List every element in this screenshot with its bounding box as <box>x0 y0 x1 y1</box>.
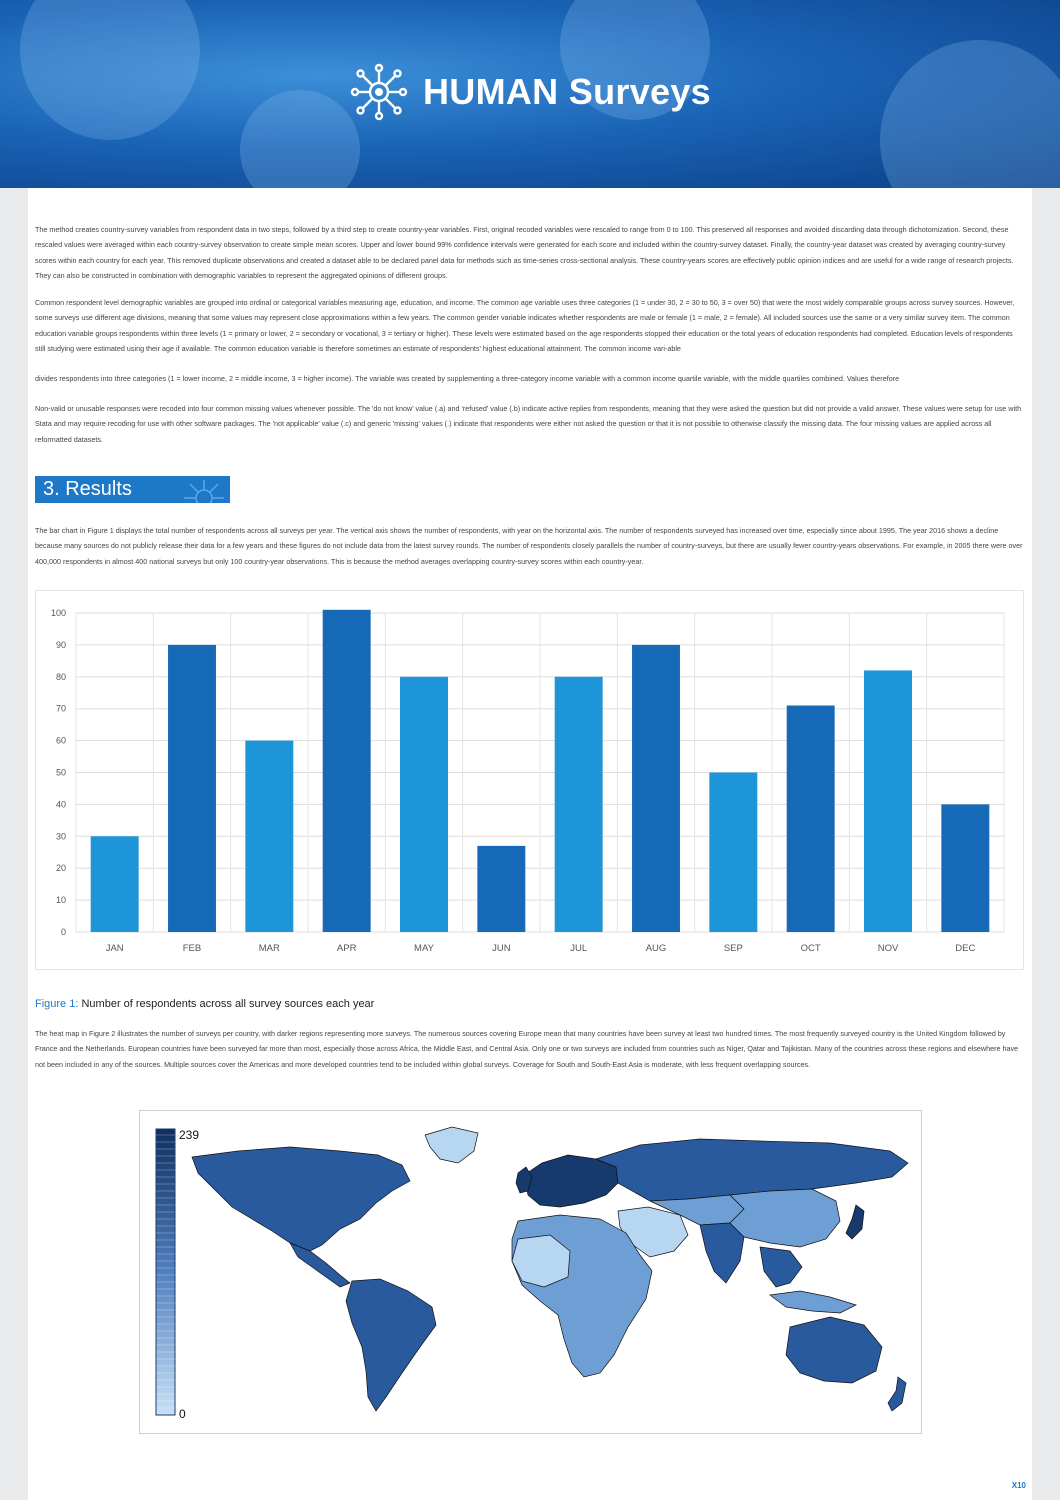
y-tick-label: 50 <box>55 767 66 778</box>
legend-min-label: 0 <box>179 1407 186 1421</box>
south-asia-region <box>700 1223 744 1283</box>
bar-dec <box>941 804 989 932</box>
paragraph-method: The method creates country-survey variables from respondent data in two steps, followed by a third step to create country-year variables. First, original recoded variables were rescaled to range from 0 to 100. This preserved all responses and avoided discarding data through dichotomization. Second, these rescaled values were averaged within each country-survey observation to create simple mean scores. Upper and lower bound 99% confidence intervals were generated for each score and included within the country-survey dataset. Finally, the country-year dataset was created by averaging country-survey scores within each country for each year. This removed duplicate observations and created a dataset able to be declared panel data for methods such as time-series cross-sectional analysis. These country-years scores are effectively public opinion indices and are useful for a wide range of research projects. They can also be constructed in combination with demographic variables to represent the aggregated opinions of different groups. <box>35 225 1014 280</box>
bar-jan <box>91 836 139 932</box>
section-heading-text: 3. Results <box>43 478 132 500</box>
x-tick-label: FEB <box>182 943 202 954</box>
x-tick-label: JUN <box>492 943 511 954</box>
legend-max-label: 239 <box>179 1128 200 1142</box>
y-tick-label: 80 <box>55 671 66 682</box>
page-content <box>28 188 1032 1500</box>
x-tick-label: SEP <box>723 943 743 954</box>
paragraph-results: The bar chart in Figure 1 displays the total number of respondents across all surveys per year. The vertical axis shows the number of respondents, with year on the horizontal axis. The number of respondents surveyed has increased over time, especially since about 1995. The year 2016 shows a decline because many sources do not publicly release their data for a few years and these figures do not include data from the latest survey rounds. The number of respondents closely parallels the number of country-surveys, but there are usually fewer country-years observations. For example, in 2005 there were over 400,000 respondents in almost 400 national surveys but only 100 country-year observations. This is because the method averages overlapping country-survey scores within each country-year. <box>35 526 1023 566</box>
figure1-caption-text: Number of respondents across all survey sources each year <box>78 998 375 1010</box>
world-map-svg <box>140 1111 921 1433</box>
figure1-caption <box>35 998 374 1010</box>
x-tick-label: AUG <box>645 943 667 954</box>
y-tick-label: 70 <box>55 703 66 714</box>
japan-region <box>846 1205 864 1239</box>
europe-region <box>524 1155 618 1207</box>
legend-color-bar <box>156 1129 175 1415</box>
figure1-label: Figure 1: <box>35 998 79 1010</box>
bar-nov <box>864 670 912 932</box>
x-tick-label: JUL <box>570 943 588 954</box>
x-tick-label: APR <box>336 943 357 954</box>
paragraph-demographics: Common respondent level demographic variables are grouped into ordinal or categorical variables measuring age, education, and income. The common age variable uses three categories (1 = under 30, 2 = 30 to 50, 3 = over 50) that were the most widely comparable groups across survey sources. However, some surveys use different age divisions, meaning that some values may represent close approximations within a few years. The common gender variable indicates whether respondents are male or female (1 = male, 2 = female). All included sources use the same or a very similar survey item. The common education variable groups respondents within three levels (1 = primary or lower, 2 = secondary or vocational, 3 = tertiary or higher). These levels were estimated based on the age respondents stopped their education or the total years of education respondents had completed. Education levels of respondents still studying were estimated using their age if available. The common education variable is therefore sometimes an estimate of respondents' highest educational attainment. The common income vari-able <box>35 298 1015 353</box>
y-tick-label: 90 <box>55 639 66 650</box>
paragraph-missing-values: Non-valid or unusable responses were recoded into four common missing values whenever possible. The 'do not know' value (.a) and 'refused' value (.b) indicate active replies from respondents, meaning that they were asked the question but did not provide a valid answer. These values were setup for use with Stata and may require recoding for use with other software packages. The 'not applicable' value (.c) and generic 'missing' values (.) indicate that respondents were either not asked the question or that it is not possible to otherwise classify the missing data. The four missing values are applied across all reformatted datasets. <box>35 404 1022 444</box>
new-zealand-region <box>888 1377 906 1411</box>
header-banner <box>0 0 1060 188</box>
network-logo-icon <box>349 62 409 122</box>
brand <box>0 62 1060 122</box>
russia-region <box>596 1139 908 1201</box>
section-heading-results <box>35 476 230 503</box>
north-america-region <box>192 1147 410 1251</box>
x-tick-label: JAN <box>105 943 124 954</box>
y-tick-label: 20 <box>55 863 66 874</box>
x-tick-label: DEC <box>955 943 976 954</box>
bar-sep <box>709 773 757 933</box>
bar-chart <box>36 591 1023 969</box>
world-heat-map <box>139 1110 922 1434</box>
paragraph-income: divides respondents into three categories (1 = lower income, 2 = middle income, 3 = higher income). The variable was created by supplementing a three-category income variable with a common income quartile variable, with the middle quartiles combined. Values therefore <box>35 374 900 383</box>
x-tick-label: NOV <box>877 943 899 954</box>
site-title: HUMAN Surveys <box>423 71 711 112</box>
australia-region <box>786 1317 882 1383</box>
bar-oct <box>787 706 835 932</box>
southeast-asia-region <box>760 1247 802 1287</box>
x-tick-label: MAY <box>414 943 434 954</box>
bar-mar <box>245 741 293 932</box>
network-decoration-icon <box>166 476 226 503</box>
y-tick-label: 0 <box>60 927 66 937</box>
y-tick-label: 60 <box>55 735 66 746</box>
y-tick-label: 30 <box>55 831 66 842</box>
south-america-region <box>346 1279 436 1411</box>
greenland-region <box>425 1127 478 1163</box>
x-tick-label: OCT <box>800 943 821 954</box>
x-tick-label: MAR <box>258 943 280 954</box>
indonesia-region <box>770 1291 856 1313</box>
y-tick-label: 10 <box>55 895 66 906</box>
bar-may <box>400 677 448 932</box>
central-america-region <box>290 1243 350 1287</box>
bar-jun <box>477 846 525 932</box>
bar-aug <box>632 645 680 932</box>
paragraph-heatmap: The heat map in Figure 2 illustrates the number of surveys per country, with darker regions representing more surveys. The numerous sources covering Europe mean that many countries have been survey at least two hundred times. The most frequently surveyed country is the United Kingdom followed by France and the Netherlands. European countries have been surveyed far more than most, especially those across Africa, the Middle East, and Central Asia. Only one or two surveys are included from countries such as Niger, Qatar and Tajikistan. Many of the countries across these regions and elsewhere have not been included in any of the sources. Multiple sources cover the Americas and more developed countries tend to be included within global surveys. Coverage for South and South-East Asia is moderate, with less frequent overlapping sources. <box>35 1029 1019 1069</box>
bar-jul <box>555 677 603 932</box>
bar-feb <box>168 645 216 932</box>
bar-chart-container <box>35 590 1024 970</box>
y-tick-label: 100 <box>50 608 66 618</box>
page-number: X10 <box>1011 1481 1026 1490</box>
bar-apr <box>323 610 371 932</box>
y-tick-label: 40 <box>55 799 66 810</box>
china-region <box>730 1189 840 1247</box>
